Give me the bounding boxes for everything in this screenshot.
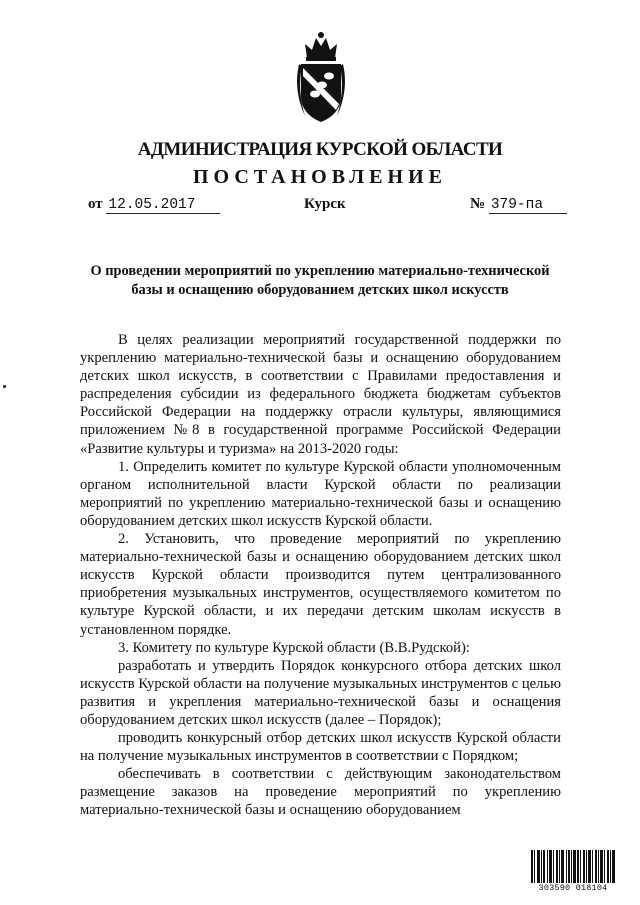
- document-body: [80, 331, 561, 820]
- barcode-number: 303590 018104: [538, 883, 608, 893]
- document-title: О проведении мероприятий по укреплению материально-технической базы и оснащению оборудованием детских школ искусств: [90, 263, 550, 298]
- paragraph: проводить конкурсный отбор детских школ искусств Курской области на получение музыкальных инструментов в соответствии с Порядком;: [80, 730, 561, 765]
- date-label: от: [88, 196, 103, 212]
- paragraph: 1. Определить комитет по культуре Курской области уполномоченным органом исполнительной власти Курской области по реализации мероприятий по укреплению материально-технической базы и оснащению оборудованием детских школ искусств Курской области.: [80, 458, 561, 529]
- date-value: 12.05.2017: [106, 198, 220, 214]
- document-type: ПОСТАНОВЛЕНИЕ: [193, 166, 447, 188]
- organization-name: АДМИНИСТРАЦИЯ КУРСКОЙ ОБЛАСТИ: [137, 139, 503, 160]
- number-label: №: [470, 196, 486, 212]
- paragraph: 2. Установить, что проведение мероприятий по укреплению материально-технической базы и оснащению оборудованием детских школ искусств Курской области производится путем централизованного приобретения музыкальных инструментов, осуществляемого комитетом по культуре Курской области, и их передачи детским школам искусств в установленном порядке.: [80, 531, 561, 638]
- number-field: [470, 196, 567, 214]
- coat-of-arms-icon: [293, 30, 349, 126]
- barcode: [530, 850, 616, 893]
- city: Курск: [304, 196, 346, 212]
- barcode-icon: [530, 850, 616, 883]
- paragraph: В целях реализации мероприятий государственной поддержки по укреплению материально-технической базы и оснащению оборудованием детских школ искусств, в соответствии с Правилами предоставления и распределения субсидии из федерального бюджета бюджетам субъектов Российской Федерации на поддержку отрасли культуры, являющимися приложением №8 в государственной программе Российской Федерации «Развитие культуры и туризма» на 2013-2020 годы:: [80, 332, 561, 457]
- paragraph: 3. Комитету по культуре Курской области (В.В.Рудской):: [118, 639, 470, 656]
- number-value: 379-па: [489, 198, 567, 214]
- scan-speck: [3, 385, 6, 388]
- paragraph: обеспечивать в соответствии с действующим законодательством размещение заказов на проведение мероприятий по укреплению материально-технической базы и оснащению оборудованием: [80, 766, 561, 819]
- paragraph: разработать и утвердить Порядок конкурсного отбора детских школ искусств Курской области на получение музыкальных инструментов с целью развития и укрепления материально-технической базы и оснащения оборудованием детских школ искусств (далее – Порядок);: [80, 657, 561, 728]
- date-field: [88, 196, 220, 214]
